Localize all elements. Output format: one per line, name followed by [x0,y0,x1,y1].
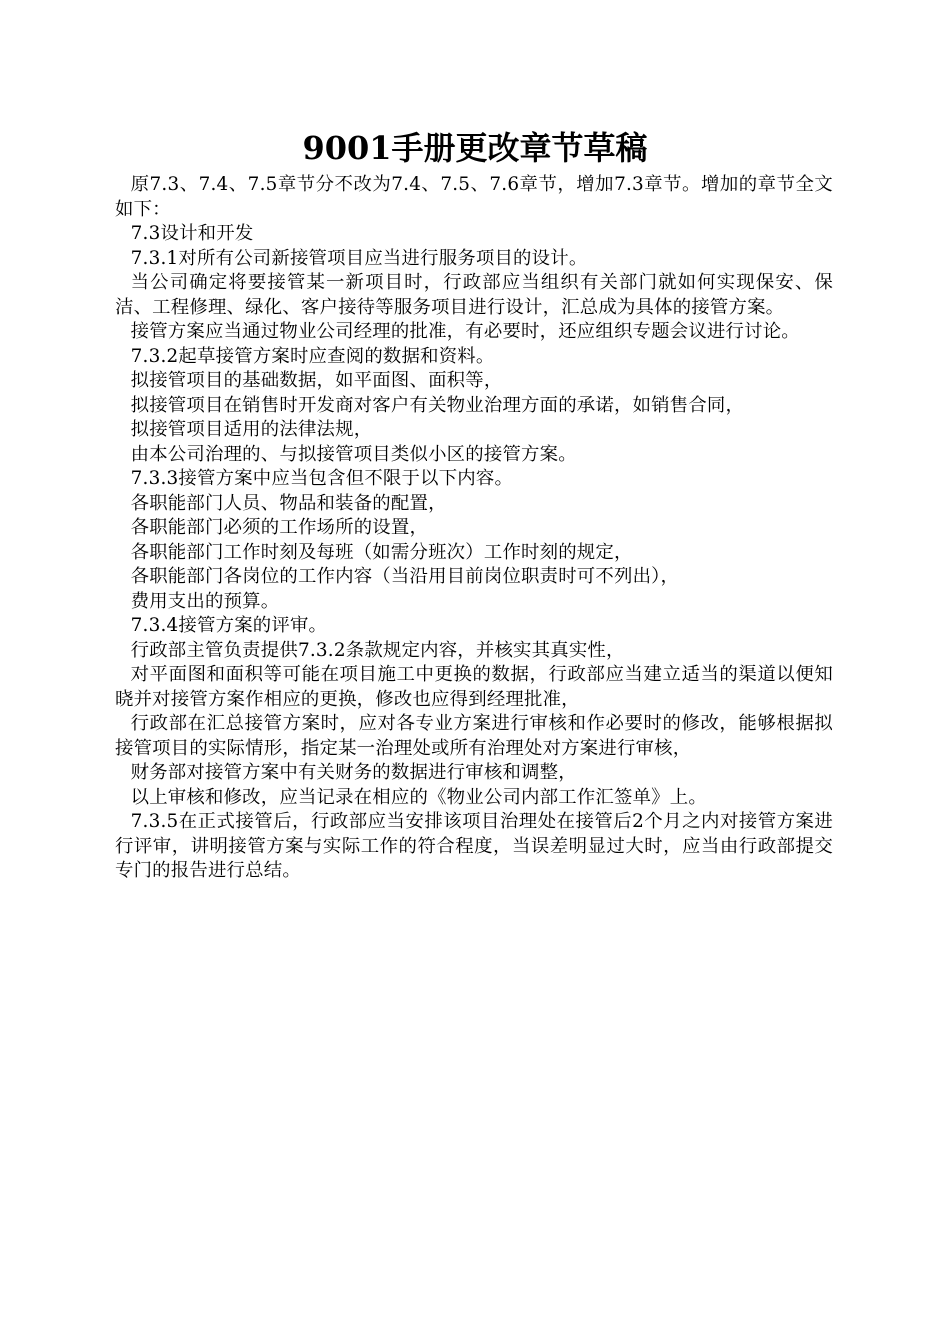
paragraph-intro: 原7.3、7.4、7.5章节分不改为7.4、7.5、7.6章节，增加7.3章节。增加的章节全文如下： [115,174,833,220]
list-item: 各职能部门必须的工作场所的设置， [130,517,429,538]
list-item: 行政部在汇总接管方案时，应对各专业方案进行审核和作必要时的修改，能够根据拟接管项目的实际情形，指定某一治理处或所有治理处对方案进行审核， [115,713,833,759]
list-item: 各职能部门工作时刻及每班（如需分班次）工作时刻的规定， [130,541,633,563]
clause-7-3-1: 7.3.1对所有公司新接管项目应当进行服务项目的设计。 [130,247,588,269]
list-item: 拟接管项目适用的法律法规， [130,419,373,440]
list-item: 各职能部门人员、物品和装备的配置， [130,492,447,514]
list-item: 费用支出的预算。 [130,590,280,612]
paragraph: 接管方案应当通过物业公司经理的批准，有必要时，还应组织专题会议进行讨论。 [130,321,800,342]
list-item: 以上审核和修改，应当记录在相应的《物业公司内部工作汇签单》上。 [130,786,707,808]
paragraph: 当公司确定将要接管某一新项目时，行政部应当组织有关部门就如何实现保安、保洁、工程修理、绿化、客户接待等服务项目进行设计，汇总成为具体的接管方案。 [115,272,833,318]
list-item: 对平面图和面积等可能在项目施工中更换的数据，行政部应当建立适当的渠道以便知晓并对接管方案作相应的更换，修改也应得到经理批准， [115,664,833,710]
list-item: 拟接管项目的基础数据，如平面图、面积等， [130,370,503,391]
clause-7-3-3: 7.3.3接管方案中应当包含但不限于以下内容。 [130,468,514,489]
list-item: 行政部主管负责提供7.3.2条款规定内容，并核实其真实性， [130,639,625,661]
clause-7-3-2: 7.3.2起草接管方案时应查阅的数据和资料。 [130,345,495,367]
list-item: 由本公司治理的、与拟接管项目类似小区的接管方案。 [130,443,577,465]
clause-7-3-5: 7.3.5在正式接管后，行政部应当安排该项目治理处在接管后2个月之内对接管方案进行评审，讲明接管方案与实际工作的符合程度，当误差明显过大时，应当由行政部提交专门的报告进行总结。 [115,811,833,881]
list-item: 财务部对接管方案中有关财务的数据进行审核和调整， [130,762,577,783]
document-body [115,173,833,884]
document-title: 9001手册更改章节草稿 [302,129,648,167]
list-item: 拟接管项目在销售时开发商对客户有关物业治理方面的承诺，如销售合同， [130,394,745,416]
section-heading-7-3: 7.3设计和开发 [130,223,254,244]
clause-7-3-4: 7.3.4接管方案的评审。 [130,615,328,636]
list-item: 各职能部门各岗位的工作内容（当沿用目前岗位职责时可不列出）， [130,566,680,587]
